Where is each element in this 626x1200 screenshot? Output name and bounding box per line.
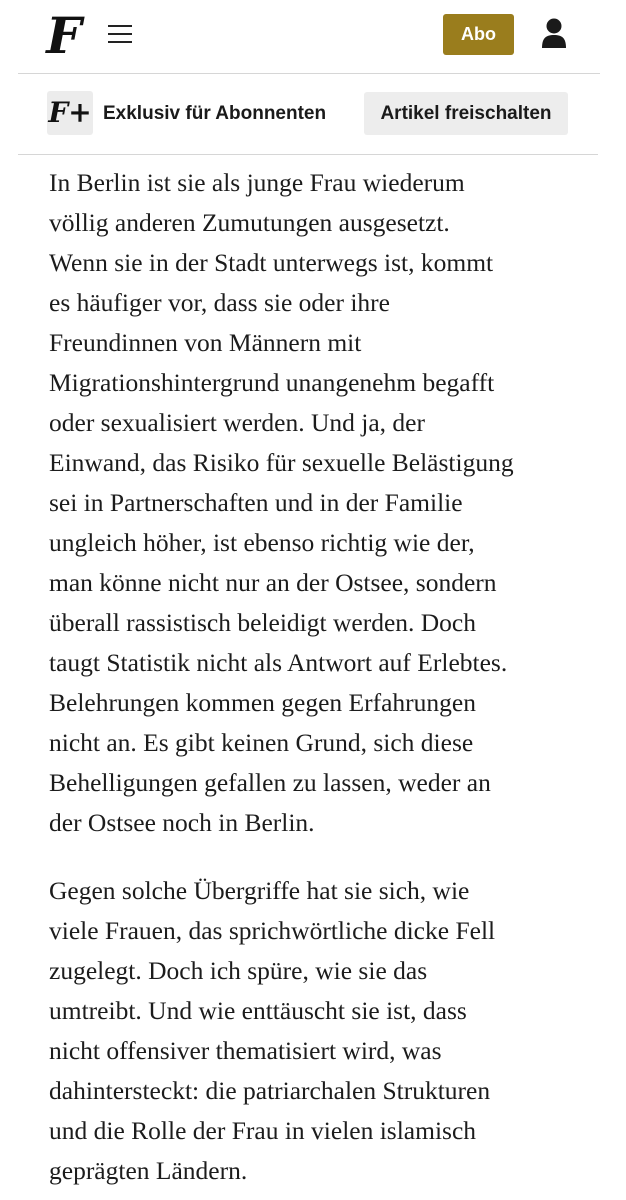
text-line: Freundinnen von Männern mit: [49, 328, 362, 357]
text-line: der Ostsee noch in Berlin.: [49, 808, 315, 837]
top-header: [0, 0, 626, 72]
text-line: geprägten Ländern.: [49, 1156, 248, 1185]
text-line: überall rassistisch beleidigt werden. Doch: [49, 608, 477, 637]
text-line: Belehrungen kommen gegen Erfahrungen: [49, 688, 476, 717]
article-body: [49, 163, 589, 1191]
text-line: In Berlin ist sie als junge Frau wiederum: [49, 168, 465, 197]
user-icon[interactable]: [540, 18, 568, 50]
fplus-badge-icon: F+: [47, 91, 93, 135]
faz-logo[interactable]: F: [46, 6, 82, 65]
exclusive-label: Exklusiv für Abonnenten: [103, 103, 327, 124]
text-line: Migrationshintergrund unangenehm begafft: [49, 368, 495, 397]
text-line: zugelegt. Doch ich spüre, wie sie das: [49, 956, 428, 985]
text-line: dahintersteckt: die patriarchalen Strukturen: [49, 1076, 491, 1105]
text-line: ungleich höher, ist ebenso richtig wie der,: [49, 528, 475, 557]
text-line: oder sexualisiert werden. Und ja, der: [49, 408, 425, 437]
text-line: man könne nicht nur an der Ostsee, sondern: [49, 568, 497, 597]
article-paragraph-1: [49, 163, 589, 843]
text-line: und die Rolle der Frau in vielen islamisch: [49, 1116, 477, 1145]
text-line: Wenn sie in der Stadt unterwegs ist, kommt: [49, 248, 494, 277]
unlock-article-button[interactable]: Artikel freischalten: [364, 92, 568, 135]
article-paragraph-2: [49, 871, 589, 1191]
text-line: umtreibt. Und wie enttäuscht sie ist, dass: [49, 996, 467, 1025]
text-line: nicht an. Es gibt keinen Grund, sich diese: [49, 728, 474, 757]
subscribe-button[interactable]: Abo: [443, 14, 514, 55]
text-line: sei in Partnerschaften und in der Familie: [49, 488, 463, 517]
text-line: nicht offensiver thematisiert wird, was: [49, 1036, 442, 1065]
hamburger-menu-icon[interactable]: [108, 24, 132, 44]
text-line: Gegen solche Übergriffe hat sie sich, wie: [49, 876, 470, 905]
text-line: Einwand, das Risiko für sexuelle Belästigung: [49, 448, 514, 477]
text-line: viele Frauen, das sprichwörtliche dicke Fell: [49, 916, 496, 945]
text-line: Behelligungen gefallen zu lassen, weder an: [49, 768, 491, 797]
exclusive-divider: [18, 154, 598, 155]
text-line: taugt Statistik nicht als Antwort auf Erlebtes.: [49, 648, 508, 677]
text-line: völlig anderen Zumutungen ausgesetzt.: [49, 208, 450, 237]
text-line: es häufiger vor, dass sie oder ihre: [49, 288, 390, 317]
